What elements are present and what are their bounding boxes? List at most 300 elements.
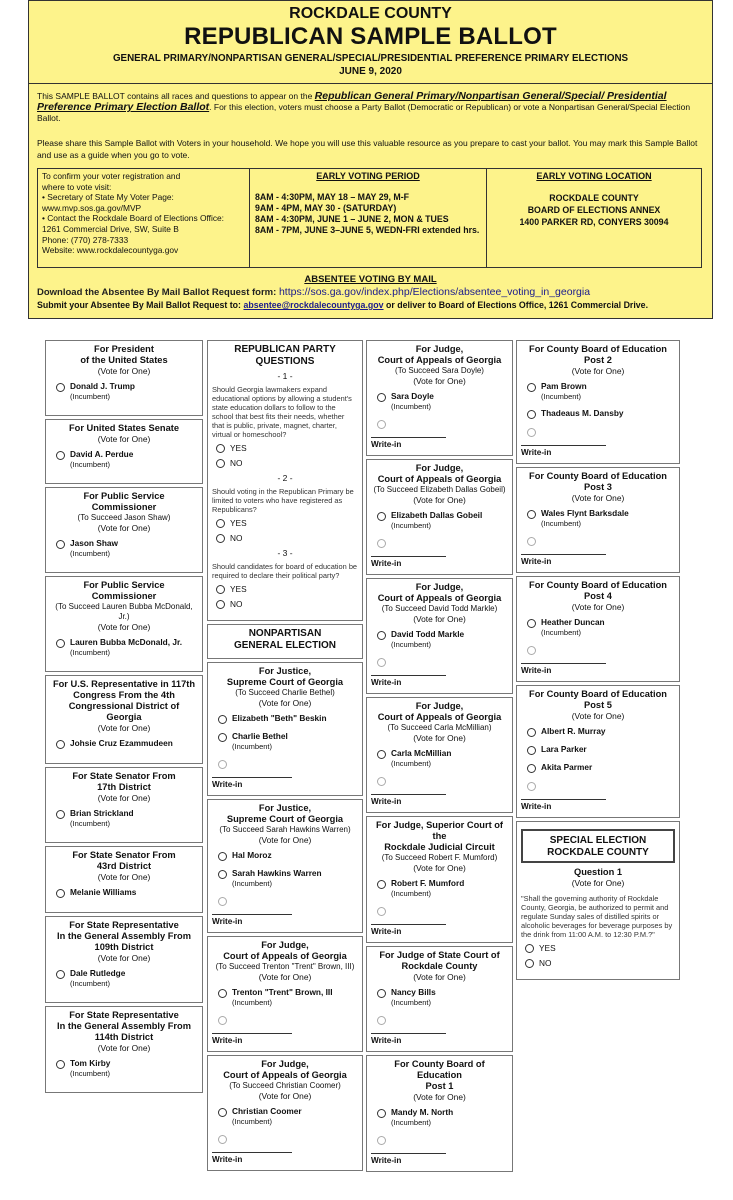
write-in-option[interactable] (218, 1134, 358, 1144)
race-title: In the General Assembly From (57, 931, 191, 941)
vote-oval[interactable] (218, 870, 227, 879)
page-title: REPUBLICAN SAMPLE BALLOT (184, 23, 557, 50)
nonpartisan-heading-block (207, 624, 363, 659)
location-line: 1400 PARKER RD, CONYERS 30094 (519, 216, 669, 227)
vote-instruction: (Vote for One) (97, 793, 151, 803)
vote-oval[interactable] (525, 959, 534, 968)
vote-instruction: (Vote for One) (413, 733, 466, 743)
question-number: - 2 - (277, 473, 293, 483)
early-voting-hours (255, 192, 481, 236)
write-in-option[interactable] (218, 896, 358, 906)
vote-oval[interactable] (218, 733, 227, 742)
vote-oval[interactable] (527, 782, 536, 791)
candidate-option[interactable] (377, 630, 508, 649)
race-block (207, 1055, 363, 1171)
write-in-option[interactable] (377, 538, 508, 548)
vote-oval[interactable] (216, 459, 225, 468)
ballot-header (28, 0, 713, 319)
candidate-name: Christian Coomer (232, 1106, 302, 1116)
race-title: Court of Appeals of Georgia (377, 593, 502, 603)
submit-label: Submit your Absentee By Mail Ballot Request to: (37, 300, 244, 310)
location-line: ROCKDALE COUNTY (549, 192, 639, 203)
candidate-name: Sarah Hawkins Warren (232, 868, 322, 878)
vote-instruction: (Vote for One) (571, 493, 625, 503)
vote-oval[interactable] (56, 540, 65, 549)
candidate-name: Albert R. Murray (541, 726, 606, 736)
write-in-line[interactable]: Write-in (521, 663, 606, 675)
vote-oval[interactable] (527, 537, 536, 546)
no-option[interactable] (216, 458, 358, 468)
race-title: For State Representative (69, 920, 179, 930)
vote-instruction: (Vote for One) (258, 1091, 312, 1101)
incumbent-label: (Incumbent) (232, 997, 273, 1007)
candidate-name-block (232, 988, 333, 1007)
write-in-option[interactable] (527, 645, 675, 655)
special-heading: ROCKDALE COUNTY (547, 847, 649, 858)
special-election (516, 821, 680, 980)
yes-option[interactable] (525, 943, 675, 953)
registration-line: www.mvp.sos.ga.gov/MVP (42, 202, 142, 213)
race-title: For Judge, Superior Court of the (375, 820, 504, 841)
vote-oval[interactable] (218, 989, 227, 998)
candidate-option[interactable] (527, 409, 675, 419)
no-option[interactable] (525, 958, 675, 968)
vote-instruction: (Vote for One) (413, 614, 466, 624)
vote-oval[interactable] (527, 619, 536, 628)
candidate-name: Elizabeth "Beth" Beskin (232, 713, 327, 723)
vote-oval[interactable] (377, 750, 386, 759)
candidate-option[interactable] (218, 851, 358, 861)
vote-oval[interactable] (56, 810, 65, 819)
write-in-line[interactable]: Write-in (521, 445, 606, 457)
candidate-option[interactable] (56, 382, 198, 401)
vote-oval[interactable] (216, 534, 225, 543)
race-block (45, 846, 203, 913)
no-option[interactable] (216, 533, 358, 543)
registration-line: 1261 Commercial Drive, SW, Suite B (42, 223, 179, 234)
incumbent-label: (Incumbent) (232, 1116, 273, 1126)
race-block (366, 946, 513, 1052)
nonpartisan-heading: NONPARTISAN (248, 628, 322, 639)
race-block (207, 799, 363, 933)
incumbent-label: (Incumbent) (541, 391, 582, 401)
race-title: For County Board of Education (394, 1059, 485, 1080)
yes-label: YES (230, 584, 247, 594)
candidate-name-block (541, 763, 592, 773)
vote-oval[interactable] (56, 639, 65, 648)
question-text: "Shall the governing authority of Rockdale County, Georgia, be authorized to permit and regulate Sunday sales of distilled spirits or alcoholic beverages for beverage purposes by the drink from 11:00 A.M. to 12:30 P.M.?" (521, 894, 673, 939)
voting-info-box (37, 168, 702, 268)
candidate-option[interactable] (527, 763, 675, 773)
incumbent-label: (Incumbent) (391, 1117, 432, 1127)
candidate-option[interactable] (56, 739, 198, 749)
vote-oval[interactable] (56, 889, 65, 898)
absentee-email-link[interactable]: absentee@rockdalecountyga.gov (243, 300, 384, 310)
vote-oval[interactable] (377, 1016, 386, 1025)
submit-rest: or deliver to Board of Elections Office, 1261 Commercial Drive. (383, 300, 649, 310)
yes-option[interactable] (216, 443, 358, 453)
write-in-line[interactable]: Write-in (212, 777, 292, 789)
race-succession: (To Succeed Charlie Bethel) (235, 688, 335, 697)
candidate-option[interactable] (527, 382, 675, 401)
vote-instruction: (Vote for One) (413, 1092, 466, 1102)
vote-instruction: (Vote for One) (97, 723, 151, 733)
vote-oval[interactable] (377, 420, 386, 429)
write-in-line[interactable]: Write-in (212, 914, 292, 926)
race-block (45, 576, 203, 672)
write-in-option[interactable] (377, 776, 508, 786)
candidate-option[interactable] (377, 988, 508, 1007)
candidate-name-block (70, 539, 118, 558)
election-date: JUNE 9, 2020 (339, 66, 402, 77)
vote-oval[interactable] (377, 777, 386, 786)
candidate-name-block (541, 409, 624, 419)
race-block (516, 576, 680, 682)
location-heading: EARLY VOTING LOCATION (536, 171, 652, 181)
vote-oval[interactable] (216, 600, 225, 609)
write-in-line[interactable]: Write-in (212, 1033, 292, 1045)
write-in-line[interactable]: Write-in (371, 924, 446, 936)
candidate-option[interactable] (218, 988, 358, 1007)
vote-oval[interactable] (377, 989, 386, 998)
race-title: For Judge, (261, 1059, 309, 1069)
registration-line: • Contact the Rockdale Board of Elections Office: (42, 213, 225, 224)
candidate-name: Tom Kirby (70, 1058, 111, 1068)
write-in-option[interactable] (377, 906, 508, 916)
vote-oval[interactable] (377, 631, 386, 640)
submit-line (37, 300, 706, 310)
special-heading: SPECIAL ELECTION (549, 835, 647, 846)
registration-line: Website: www.rockdalecountyga.gov (42, 245, 179, 256)
vote-oval[interactable] (377, 393, 386, 402)
vote-instruction: (Vote for One) (97, 434, 151, 444)
race-title: For State Senator From (72, 771, 176, 781)
race-title: Commissioner (91, 502, 157, 512)
race-block (45, 675, 203, 764)
vote-instruction: (Vote for One) (258, 698, 312, 708)
write-in-line[interactable]: Write-in (371, 437, 446, 449)
write-in-line[interactable]: Write-in (212, 1152, 292, 1164)
intro-part: This SAMPLE BALLOT contains all races and questions to appear on the (37, 91, 315, 101)
race-title: For County Board of Education (529, 580, 667, 590)
candidate-option[interactable] (377, 749, 508, 768)
incumbent-label: (Incumbent) (70, 818, 111, 828)
nonpartisan-heading: GENERAL ELECTION (233, 640, 337, 651)
no-label: NO (539, 958, 552, 968)
vote-oval[interactable] (218, 715, 227, 724)
candidate-name: Elizabeth Dallas Gobeil (391, 510, 483, 520)
write-in-option[interactable] (527, 536, 675, 546)
race-block (366, 340, 513, 456)
early-voting-hours-line: 8AM - 7PM, JUNE 3–JUNE 5, WEDN-FRI extended hrs. (255, 224, 480, 235)
race-succession: (To Succeed Jason Shaw) (77, 513, 171, 522)
write-in-line[interactable]: Write-in (371, 556, 446, 568)
vote-oval[interactable] (56, 970, 65, 979)
candidate-name-block (391, 511, 482, 530)
absentee-heading: ABSENTEE VOTING BY MAIL (304, 274, 437, 285)
race-title: Rockdale County (401, 961, 478, 971)
vote-oval[interactable] (216, 444, 225, 453)
candidate-name: Trenton "Trent" Brown, III (232, 987, 333, 997)
vote-oval[interactable] (527, 510, 536, 519)
candidate-name: Dale Rutledge (70, 968, 126, 978)
race-succession: (To Succeed Elizabeth Dallas Gobeil) (373, 485, 506, 494)
race-title: of the United States (80, 355, 168, 365)
candidate-name-block (391, 879, 464, 898)
race-block (45, 487, 203, 573)
vote-oval[interactable] (527, 728, 536, 737)
candidate-name: Akita Parmer (541, 762, 593, 772)
vote-instruction: (Vote for One) (97, 366, 151, 376)
write-in-line[interactable]: Write-in (521, 799, 606, 811)
candidate-option[interactable] (56, 809, 198, 828)
candidate-option[interactable] (56, 450, 198, 469)
race-block (366, 459, 513, 575)
incumbent-label: (Incumbent) (391, 639, 432, 649)
question-number: - 3 - (277, 548, 293, 558)
yes-option[interactable] (216, 584, 358, 594)
write-in-option[interactable] (377, 1015, 508, 1025)
race-succession: (To Succeed Robert F. Mumford) (381, 853, 498, 862)
candidate-name-block (232, 1107, 302, 1126)
vote-oval[interactable] (527, 764, 536, 773)
race-succession: (To Succeed Trenton "Trent" Brown, III) (215, 962, 355, 971)
candidate-name: Sara Doyle (391, 391, 434, 401)
race-title: 43rd District (96, 861, 152, 871)
race-title: For County Board of Education (529, 689, 667, 699)
registration-line: • Secretary of State My Voter Page: (42, 192, 174, 203)
candidate-option[interactable] (527, 618, 675, 637)
questions-heading: REPUBLICAN PARTY (234, 344, 336, 355)
candidate-option[interactable] (377, 1108, 508, 1127)
candidate-name: David Todd Markle (391, 629, 465, 639)
incumbent-label: (Incumbent) (391, 401, 432, 411)
vote-oval[interactable] (56, 383, 65, 392)
race-block (45, 1006, 203, 1093)
write-in-option[interactable] (527, 781, 675, 791)
yes-option[interactable] (216, 518, 358, 528)
race-title: Court of Appeals of Georgia (223, 1070, 347, 1080)
vote-oval[interactable] (377, 1109, 386, 1118)
vote-oval[interactable] (525, 944, 534, 953)
race-title: For Public Service (83, 491, 165, 501)
vote-oval[interactable] (527, 383, 536, 392)
race-succession: (To Succeed David Todd Markle) (381, 604, 498, 613)
write-in-line[interactable]: Write-in (521, 554, 606, 566)
incumbent-label: (Incumbent) (70, 1068, 111, 1078)
race-succession: (To Succeed Lauren Bubba McDonald, Jr.) (55, 602, 193, 621)
vote-oval[interactable] (56, 740, 65, 749)
vote-oval[interactable] (377, 658, 386, 667)
registration-info (38, 169, 250, 267)
vote-oval[interactable] (218, 1108, 227, 1117)
candidate-name-block (541, 727, 606, 737)
race-block (366, 1055, 513, 1172)
candidate-name: Charlie Bethel (232, 731, 288, 741)
early-voting-location (487, 169, 701, 267)
vote-instruction: (Vote for One) (97, 872, 151, 882)
race-block (45, 419, 203, 484)
race-block (516, 340, 680, 464)
race-title: For Judge, (415, 344, 464, 354)
intro-part: . For this election, voters must choose a Party Ballot (Democratic or Republican) or vote a Nonpartisan General/Special Election Ballot. (37, 102, 691, 123)
write-in-option[interactable] (377, 1135, 508, 1145)
candidate-name: Lara Parker (541, 744, 587, 754)
yes-label: YES (230, 443, 247, 453)
download-line (37, 286, 706, 298)
candidate-name-block (70, 969, 125, 988)
vote-oval[interactable] (527, 646, 536, 655)
vote-instruction: (Vote for One) (571, 602, 625, 612)
candidate-name: Jason Shaw (70, 538, 118, 548)
race-title: Post 5 (584, 700, 612, 710)
race-title: Rockdale Judicial Circuit (384, 842, 495, 852)
incumbent-label: (Incumbent) (391, 997, 432, 1007)
absentee-form-link[interactable]: https://sos.ga.gov/index.php/Elections/absentee_voting_in_georgia (278, 286, 591, 298)
race-title: For U.S. Representative in 117th (52, 679, 196, 689)
question-title: Question 1 (573, 867, 623, 877)
registration-line: where to vote visit: (42, 181, 112, 192)
candidate-name-block (541, 745, 587, 755)
vote-oval[interactable] (377, 907, 386, 916)
race-title: In the General Assembly From (57, 1021, 191, 1031)
race-title: 114th District (94, 1032, 154, 1042)
candidate-name: Thadeaus M. Dansby (541, 408, 624, 418)
vote-oval[interactable] (527, 410, 536, 419)
race-title: Court of Appeals of Georgia (223, 951, 347, 961)
candidate-option[interactable] (218, 869, 358, 888)
race-block (516, 685, 680, 818)
vote-oval[interactable] (218, 1135, 227, 1144)
candidate-name: Wales Flynt Barksdale (541, 508, 629, 518)
write-in-option[interactable] (527, 427, 675, 437)
race-block (366, 697, 513, 813)
race-succession: (To Succeed Sara Doyle) (395, 366, 484, 375)
vote-oval[interactable] (527, 428, 536, 437)
candidate-option[interactable] (377, 392, 508, 411)
vote-oval[interactable] (56, 1060, 65, 1069)
vote-oval[interactable] (56, 451, 65, 460)
race-title: For United States Senate (68, 423, 180, 433)
vote-instruction: (Vote for One) (413, 376, 466, 386)
vote-oval[interactable] (216, 585, 225, 594)
candidate-option[interactable] (377, 511, 508, 530)
write-in-option[interactable] (377, 657, 508, 667)
candidate-name: Carla McMillian (391, 748, 452, 758)
early-voting-heading: EARLY VOTING PERIOD (316, 171, 420, 181)
incumbent-label: (Incumbent) (70, 548, 111, 558)
write-in-option[interactable] (218, 1015, 358, 1025)
write-in-line[interactable]: Write-in (371, 1153, 446, 1165)
vote-instruction: (Vote for One) (413, 495, 466, 505)
no-option[interactable] (216, 599, 358, 609)
location-address (491, 192, 697, 228)
vote-instruction: (Vote for One) (571, 366, 625, 376)
race-title: For County Board of Education (529, 344, 667, 354)
vote-oval[interactable] (218, 897, 227, 906)
write-in-line[interactable]: Write-in (371, 794, 446, 806)
vote-oval[interactable] (377, 1136, 386, 1145)
write-in-option[interactable] (377, 419, 508, 429)
write-in-line[interactable]: Write-in (371, 1033, 446, 1045)
vote-instruction: (Vote for One) (97, 1043, 151, 1053)
write-in-line[interactable]: Write-in (371, 675, 446, 687)
ballot-column-1 (45, 340, 203, 1096)
no-label: NO (230, 599, 243, 609)
vote-instruction: (Vote for One) (413, 863, 466, 873)
race-block (45, 916, 203, 1003)
incumbent-label: (Incumbent) (391, 520, 432, 530)
race-title: For Public Service (83, 580, 165, 590)
ballot-column-3 (366, 340, 513, 1175)
candidate-name: Donald J. Trump (70, 381, 135, 391)
incumbent-label: (Incumbent) (541, 518, 582, 528)
candidate-option[interactable] (218, 1107, 358, 1126)
race-title: For State Representative (69, 1010, 179, 1020)
candidate-option[interactable] (527, 509, 675, 528)
registration-line: Phone: (770) 278-7333 (42, 234, 129, 245)
race-title: For Judge of State Court of (379, 950, 500, 960)
location-line: BOARD OF ELECTIONS ANNEX (527, 204, 661, 215)
candidate-option[interactable] (218, 714, 358, 724)
candidate-name: Brian Strickland (70, 808, 134, 818)
candidate-name: Pam Brown (541, 381, 587, 391)
share-text: Please share this Sample Ballot with Voters in your household. We hope you will use this valuable resource as you prepare to cast your ballot. You may mark this Sample Ballot and use as a guide when you go to vote. (37, 138, 698, 160)
candidate-option[interactable] (56, 539, 198, 558)
vote-oval[interactable] (377, 539, 386, 548)
candidate-name-block (391, 1108, 453, 1127)
candidate-option[interactable] (377, 879, 508, 898)
candidate-option[interactable] (218, 732, 358, 751)
candidate-name-block (391, 749, 451, 768)
incumbent-label: (Incumbent) (391, 758, 432, 768)
vote-oval[interactable] (377, 880, 386, 889)
candidate-name-block (70, 739, 173, 749)
vote-oval[interactable] (218, 852, 227, 861)
vote-oval[interactable] (527, 746, 536, 755)
race-title: For State Senator From (72, 850, 176, 860)
race-succession: (To Succeed Carla McMillian) (387, 723, 492, 732)
race-title: For Judge, (261, 940, 309, 950)
candidate-name: David A. Perdue (70, 449, 134, 459)
candidate-name-block (70, 888, 136, 898)
no-label: NO (230, 458, 243, 468)
race-title: Court of Appeals of Georgia (377, 355, 502, 365)
vote-oval[interactable] (218, 1016, 227, 1025)
ballot-column-2 (207, 340, 363, 1174)
candidate-name: Heather Duncan (541, 617, 605, 627)
candidate-option[interactable] (56, 638, 198, 657)
vote-oval[interactable] (218, 760, 227, 769)
candidate-name-block (391, 392, 434, 411)
vote-oval[interactable] (377, 512, 386, 521)
race-block (516, 467, 680, 573)
vote-oval[interactable] (216, 519, 225, 528)
question-text: Should Georgia lawmakers expand educational options by allowing a student's state education dollars to follow to the school that best fits their needs, whether that is public, private, magnet, charter, virtual or homeschool? (212, 385, 352, 439)
candidate-option[interactable] (56, 1059, 198, 1078)
candidate-name: Melanie Williams (70, 887, 137, 897)
registration-line: To confirm your voter registration and (42, 171, 181, 181)
candidate-option[interactable] (527, 745, 675, 755)
candidate-option[interactable] (527, 727, 675, 737)
candidate-option[interactable] (56, 888, 198, 898)
ballot-type: Republican General Primary/Nonpartisan General/Special/ Presidential Preference Primary Election Ballot (37, 90, 667, 113)
candidate-option[interactable] (56, 969, 198, 988)
download-label: Download the Absentee By Mail Ballot Request form: (37, 287, 279, 298)
race-title: Supreme Court of Georgia (226, 677, 344, 687)
write-in-option[interactable] (218, 759, 358, 769)
candidate-name-block (232, 851, 272, 861)
